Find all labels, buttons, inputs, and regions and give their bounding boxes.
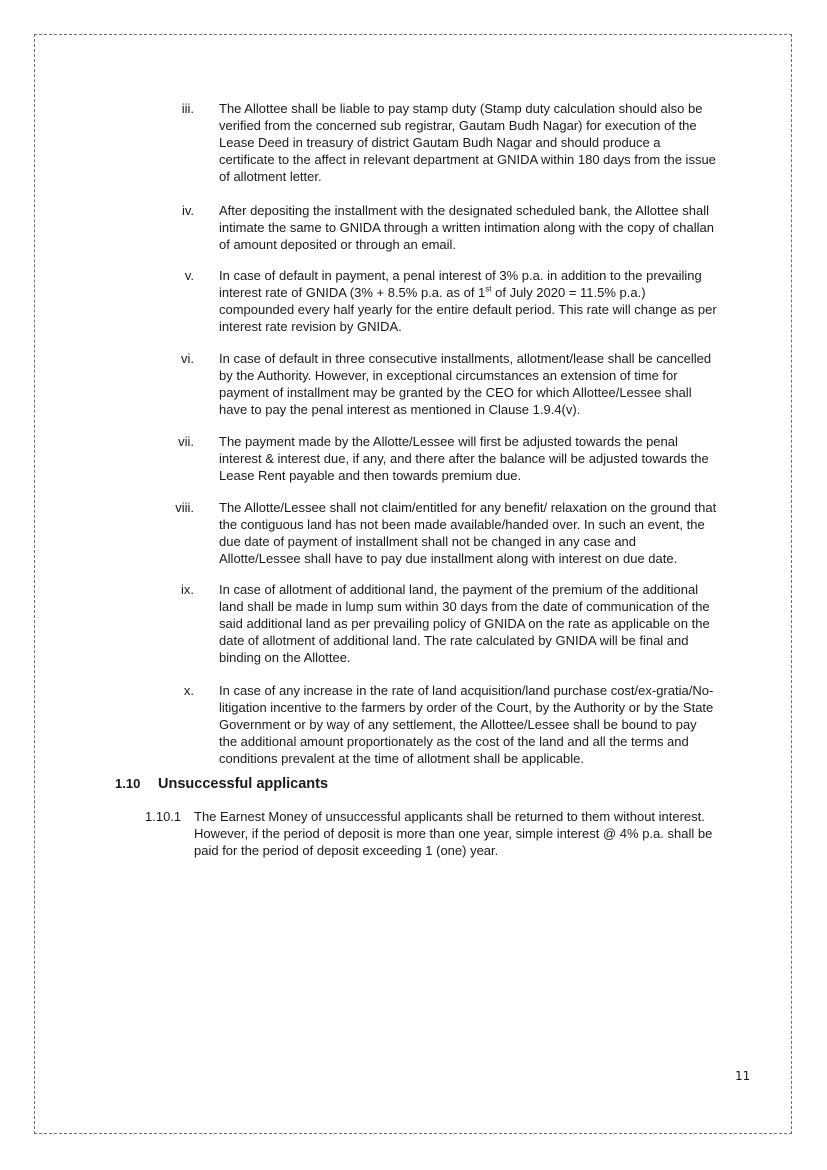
clause-number: ix. xyxy=(181,582,194,597)
clause-number: v. xyxy=(184,268,194,283)
clause-text xyxy=(219,267,755,335)
section-title: Unsuccessful applicants xyxy=(158,776,329,792)
clause-text: In case of any increase in the rate of land acquisition/land purchase cost/ex-gratia/No- litigation incentive to the farmers by order of the Court, by the Authority or by the State Government or by way of any settlement, the Allottee/Lessee shall be bound to pay the additional amount proportionately as the cost of the land and all the terms and conditions prevalent at the time of allotment shall be applicable. xyxy=(219,683,714,766)
page-number: 11 xyxy=(735,1069,751,1083)
clause-text-part: of July 2020 = 11.5% p.a.) compounded every half yearly for the entire default period. This rate will change as per interest rate revision by GNIDA. xyxy=(219,285,717,334)
clause-text: In case of default in three consecutive installments, allotment/lease shall be cancelled by the Authority. However, in exceptional circumstances an extension of time for payment of installment may be granted by the CEO for which Allottee/Lessee shall have to pay the penal interest as mentioned in Clause 1.9.4(v). xyxy=(219,351,712,417)
clause-number: viii. xyxy=(175,500,194,515)
clause-number: vi. xyxy=(181,351,194,366)
clause-text: The Allotte/Lessee shall not claim/entitled for any benefit/ relaxation on the ground that the contiguous land has not been made available/handed over. In such an event, the due date of payment of installment shall not be changed in any case and Allotte/Lessee shall have to pay due installment along with interest on due date. xyxy=(219,500,717,566)
clause-text: In case of allotment of additional land, the payment of the premium of the additional land shall be made in lump sum within 30 days from the date of communication of the said additional land as per prevailing policy of GNIDA on the rate as applicable on the date of allotment of additional land. The rate calculated by GNIDA will be final and binding on the Allottee. xyxy=(219,582,710,665)
subclause-number: 1.10.1 xyxy=(145,809,182,824)
clause-text: The Allottee shall be liable to pay stamp duty (Stamp duty calculation should also be verified from the concerned sub registrar, Gautam Budh Nagar) for execution of the Lease Deed in treasury of district Gautam Budh Nagar and should produce a certificate to the affect in relevant department at GNIDA within 180 days from the issue of allotment letter. xyxy=(219,101,716,184)
clause-text: After depositing the installment with the designated scheduled bank, the Allottee shall intimate the same to GNIDA through a written intimation along with the copy of challan of amount deposited or through an email. xyxy=(219,203,714,252)
section-heading xyxy=(115,774,328,794)
clause-number: x. xyxy=(183,683,194,698)
clause-text-part: In case of default in payment, a penal interest of 3% p.a. in addition to the prevailing interest rate of GNIDA (3% + 8.5% p.a. as of 1 xyxy=(219,268,702,300)
clause-number: iii. xyxy=(181,101,194,116)
subclause-text: The Earnest Money of unsuccessful applicants shall be returned to them without interest. However, if the period of deposit is more than one year, simple interest @ 4% p.a. shall be paid for the period of deposit exceeding 1 (one) year. xyxy=(194,809,713,858)
clause-text: The payment made by the Allotte/Lessee will first be adjusted towards the penal interest & interest due, if any, and there after the balance will be adjusted towards the Lease Rent payable and then towards premium due. xyxy=(219,434,709,483)
superscript-ordinal: st xyxy=(485,284,492,294)
clause-number: vii. xyxy=(178,434,194,449)
clause-number: iv. xyxy=(181,203,194,218)
section-number: 1.10 xyxy=(115,776,141,791)
